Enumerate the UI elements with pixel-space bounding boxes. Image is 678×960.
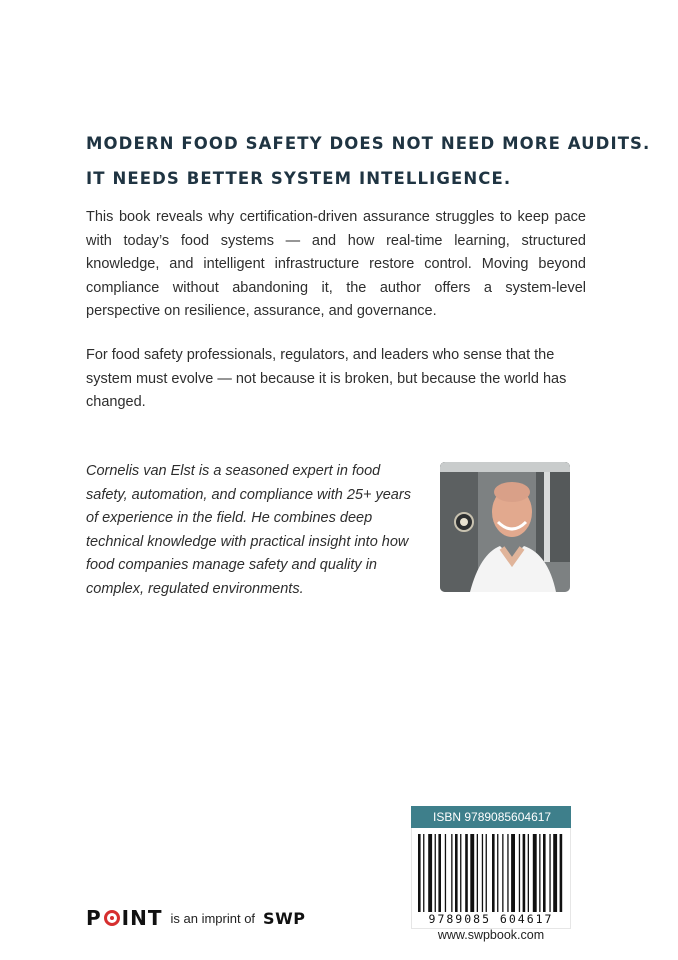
author-bio: Cornelis van Elst is a seasoned expert in food safety, automation, and compliance with 25+ years of experience in the field. He combines deep technical knowledge with practical insight into how food companies manage safety and quality in complex, regulated environments.: [86, 463, 411, 597]
description-paragraph-1: This book reveals why certification-driven assurance struggles to keep pace with today’s food systems — and how real-time learning, structured knowledge, and intelligent infrastructure restore control. Moving beyond compliance without abandoning it, the author offers a system-level perspective on resilience, assurance, and governance.: [86, 209, 586, 319]
point-logo: [86, 906, 163, 930]
author-portrait-icon: [440, 462, 570, 592]
point-logo-p: P: [86, 906, 102, 930]
barcode-area: [411, 828, 571, 929]
imprint-line: [86, 904, 305, 932]
headline-line-1: MODERN FOOD SAFETY DOES NOT NEED MORE AUDITS.: [86, 134, 651, 153]
description-paragraph-2: For food safety professionals, regulators, and leaders who sense that the system must evolve — not because it is broken, but because the world has changed.: [86, 347, 567, 410]
isbn-label: ISBN 9789085604617: [411, 806, 571, 828]
point-o-icon: [104, 910, 120, 926]
swp-logo: SWP: [263, 908, 306, 928]
point-logo-int: INT: [121, 906, 163, 930]
isbn-barcode: [411, 806, 571, 929]
headline-line-2: IT NEEDS BETTER SYSTEM INTELLIGENCE.: [86, 169, 512, 188]
publisher-website: www.swpbook.com: [437, 928, 545, 942]
barcode-number: 9789085 604617: [412, 912, 570, 926]
author-photo: [440, 462, 570, 592]
imprint-text: is an imprint of: [170, 910, 256, 926]
back-cover-headline: [86, 126, 651, 196]
